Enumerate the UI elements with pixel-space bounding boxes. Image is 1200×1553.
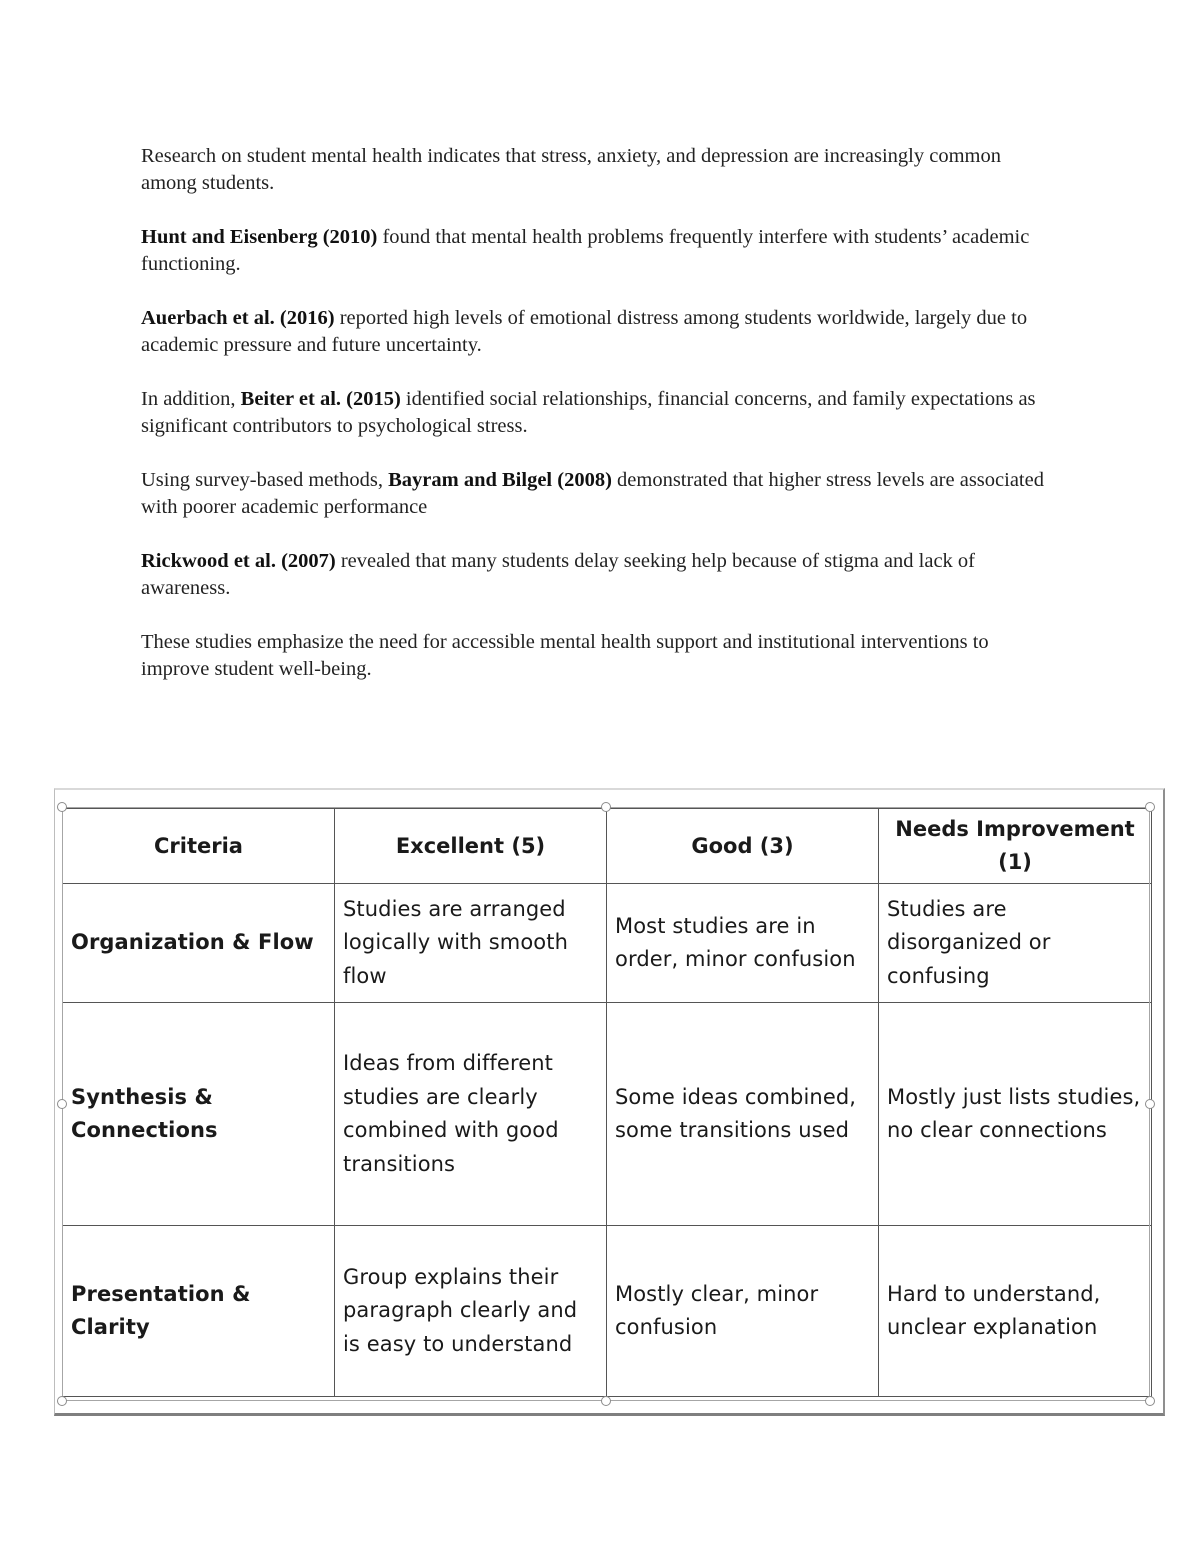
citation: Auerbach et al. (2016)	[141, 307, 335, 329]
header-needs-improvement: Needs Improvement (1)	[879, 809, 1152, 884]
paragraph-text: reported high levels of emotional distress among students worldwide, largely due to academic pressure and future uncertainty.	[141, 307, 1028, 356]
resize-handle-bottom-left[interactable]	[57, 1396, 67, 1406]
table-row	[63, 1003, 1152, 1226]
paragraph-beiter[interactable]	[141, 386, 1061, 440]
header-excellent: Excellent (5)	[335, 809, 607, 884]
resize-handle-top-left[interactable]	[57, 802, 67, 812]
table-row	[63, 1226, 1152, 1397]
resize-handle-middle-right[interactable]	[1145, 1099, 1155, 1109]
excellent-cell: Ideas from different studies are clearly combined with good transitions	[335, 1003, 607, 1226]
paragraph-text: These studies emphasize the need for accessible mental health support and institutional interventions to improve student well-being.	[141, 631, 989, 680]
paragraph-text: identified social relationships, financial concerns, and family expectations as significant contributors to psychological stress.	[141, 388, 1036, 437]
paragraph-text: In addition,	[141, 388, 241, 410]
paragraph-text: revealed that many students delay seeking help because of stigma and lack of awareness.	[141, 550, 975, 599]
paragraph-rickwood[interactable]	[141, 548, 1061, 602]
excellent-cell: Group explains their paragraph clearly and is easy to understand	[335, 1226, 607, 1397]
citation: Hunt and Eisenberg (2010)	[141, 226, 378, 248]
resize-handle-middle-left[interactable]	[57, 1099, 67, 1109]
document-body[interactable]	[141, 143, 1061, 710]
criteria-cell: Synthesis & Connections	[63, 1003, 335, 1226]
good-cell: Most studies are in order, minor confusion	[607, 884, 879, 1003]
paragraph-text: Using survey-based methods,	[141, 469, 389, 491]
criteria-cell: Presentation & Clarity	[63, 1226, 335, 1397]
citation: Rickwood et al. (2007)	[141, 550, 336, 572]
resize-handle-bottom-center[interactable]	[601, 1396, 611, 1406]
paragraph-bayram-bilgel[interactable]	[141, 467, 1061, 521]
paragraph-conclusion[interactable]	[141, 629, 1061, 683]
paragraph-auerbach[interactable]	[141, 305, 1061, 359]
resize-handle-bottom-right[interactable]	[1145, 1396, 1155, 1406]
resize-handle-top-center[interactable]	[601, 802, 611, 812]
header-good: Good (3)	[607, 809, 879, 884]
paragraph-text: found that mental health problems frequently interfere with students’ academic functioning.	[141, 226, 1030, 275]
rubric-table[interactable]	[62, 808, 1152, 1397]
needs-improvement-cell: Hard to understand, unclear explanation	[879, 1226, 1152, 1397]
good-cell: Mostly clear, minor confusion	[607, 1226, 879, 1397]
paragraph-text: demonstrated that higher stress levels are associated with poorer academic performance	[141, 469, 1044, 518]
excellent-cell: Studies are arranged logically with smooth flow	[335, 884, 607, 1003]
good-cell: Some ideas combined, some transitions used	[607, 1003, 879, 1226]
table-row	[63, 884, 1152, 1003]
paragraph-hunt-eisenberg[interactable]	[141, 224, 1061, 278]
resize-handle-top-right[interactable]	[1145, 802, 1155, 812]
header-criteria: Criteria	[63, 809, 335, 884]
criteria-cell: Organization & Flow	[63, 884, 335, 1003]
needs-improvement-cell: Mostly just lists studies, no clear connections	[879, 1003, 1152, 1226]
needs-improvement-cell: Studies are disorganized or confusing	[879, 884, 1152, 1003]
paragraph-text: Research on student mental health indicates that stress, anxiety, and depression are increasingly common among students.	[141, 145, 1001, 194]
citation: Beiter et al. (2015)	[240, 388, 401, 410]
citation: Bayram and Bilgel (2008)	[388, 469, 612, 491]
rubric-header-row	[63, 809, 1152, 884]
paragraph-intro[interactable]	[141, 143, 1061, 197]
